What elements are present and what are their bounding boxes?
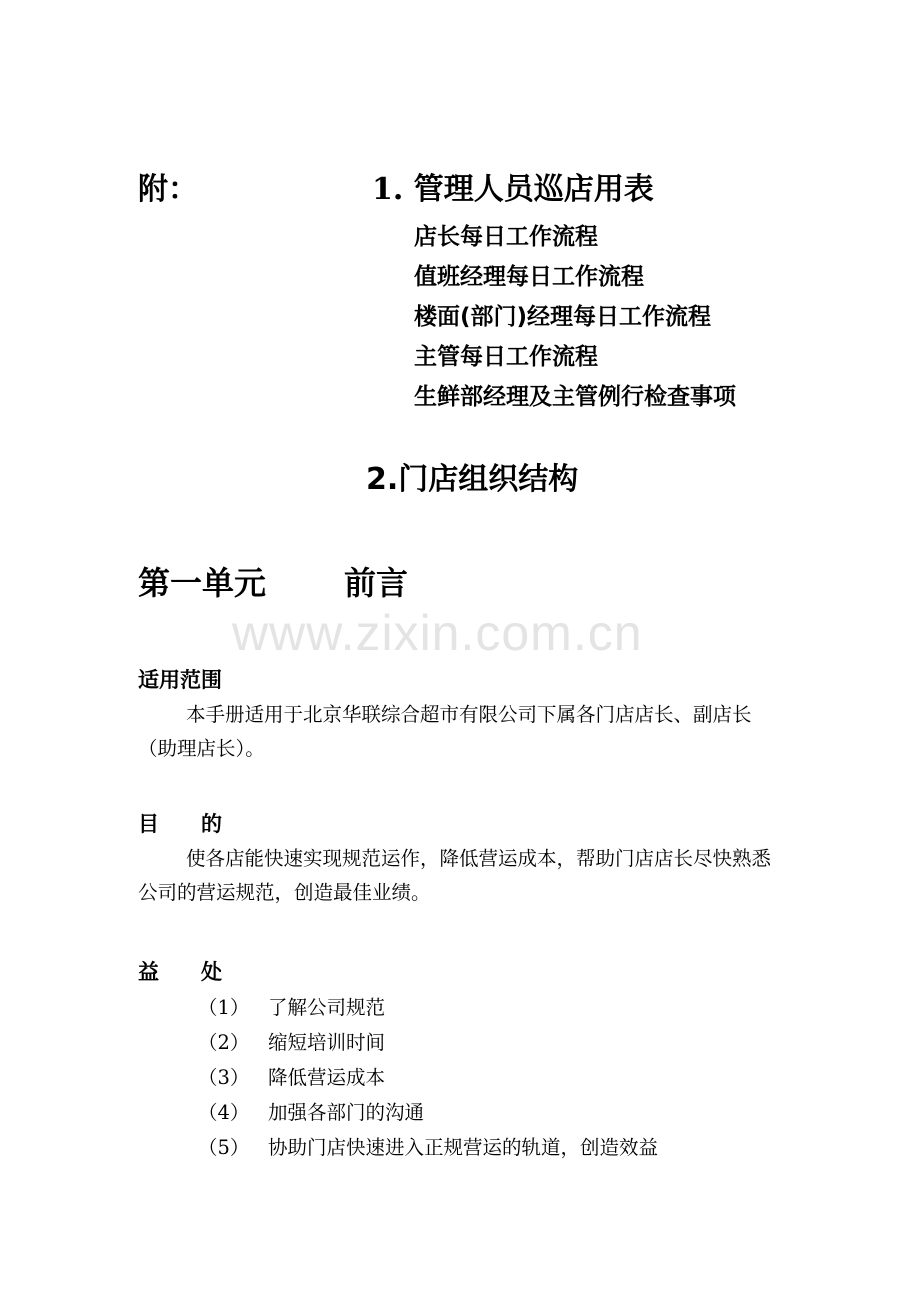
benefit-text: 了解公司规范 bbox=[268, 996, 386, 1019]
benefit-number: （3） bbox=[198, 1066, 250, 1089]
section-heading-benefits: 益 处 bbox=[138, 960, 222, 984]
unit-label: 第一单元 bbox=[138, 564, 267, 602]
appendix-sub-item: 值班经理每日工作流程 bbox=[414, 264, 644, 290]
watermark: www.zixin.com.cn bbox=[232, 605, 643, 661]
benefit-text: 加强各部门的沟通 bbox=[268, 1101, 425, 1124]
appendix-item-2: 2.门店组织结构 bbox=[366, 462, 579, 497]
benefit-number: （5） bbox=[198, 1136, 250, 1159]
appendix-item-1 bbox=[372, 164, 654, 208]
section-text-scope: 本手册适用于北京华联综合超市有限公司下属各门店店长、副店长（助理店长）。 bbox=[138, 703, 752, 760]
appendix-item-1-title: 管理人员巡店用表 bbox=[413, 172, 654, 207]
appendix-item-1-number: 1. bbox=[372, 172, 404, 207]
benefit-text: 降低营运成本 bbox=[268, 1066, 386, 1089]
benefit-number: （1） bbox=[198, 996, 250, 1019]
unit-title: 前言 bbox=[344, 564, 409, 602]
section-text-purpose: 使各店能快速实现规范运作，降低营运成本，帮助门店店长尽快熟悉公司的营运规范，创造最佳业绩。 bbox=[138, 847, 772, 904]
section-heading-purpose: 目 的 bbox=[138, 812, 222, 836]
appendix-sub-item: 主管每日工作流程 bbox=[414, 344, 598, 370]
benefit-number: （2） bbox=[198, 1031, 250, 1054]
benefit-number: （4） bbox=[198, 1101, 250, 1124]
section-heading-scope: 适用范围 bbox=[138, 668, 222, 692]
benefit-text: 协助门店快速进入正规营运的轨道，创造效益 bbox=[268, 1136, 659, 1159]
appendix-sub-item: 生鲜部经理及主管例行检查事项 bbox=[414, 384, 736, 410]
appendix-sub-item: 楼面(部门)经理每日工作流程 bbox=[414, 304, 712, 330]
appendix-sub-item: 店长每日工作流程 bbox=[414, 224, 598, 250]
benefit-text: 缩短培训时间 bbox=[268, 1031, 386, 1054]
appendix-label: 附： bbox=[138, 172, 198, 207]
